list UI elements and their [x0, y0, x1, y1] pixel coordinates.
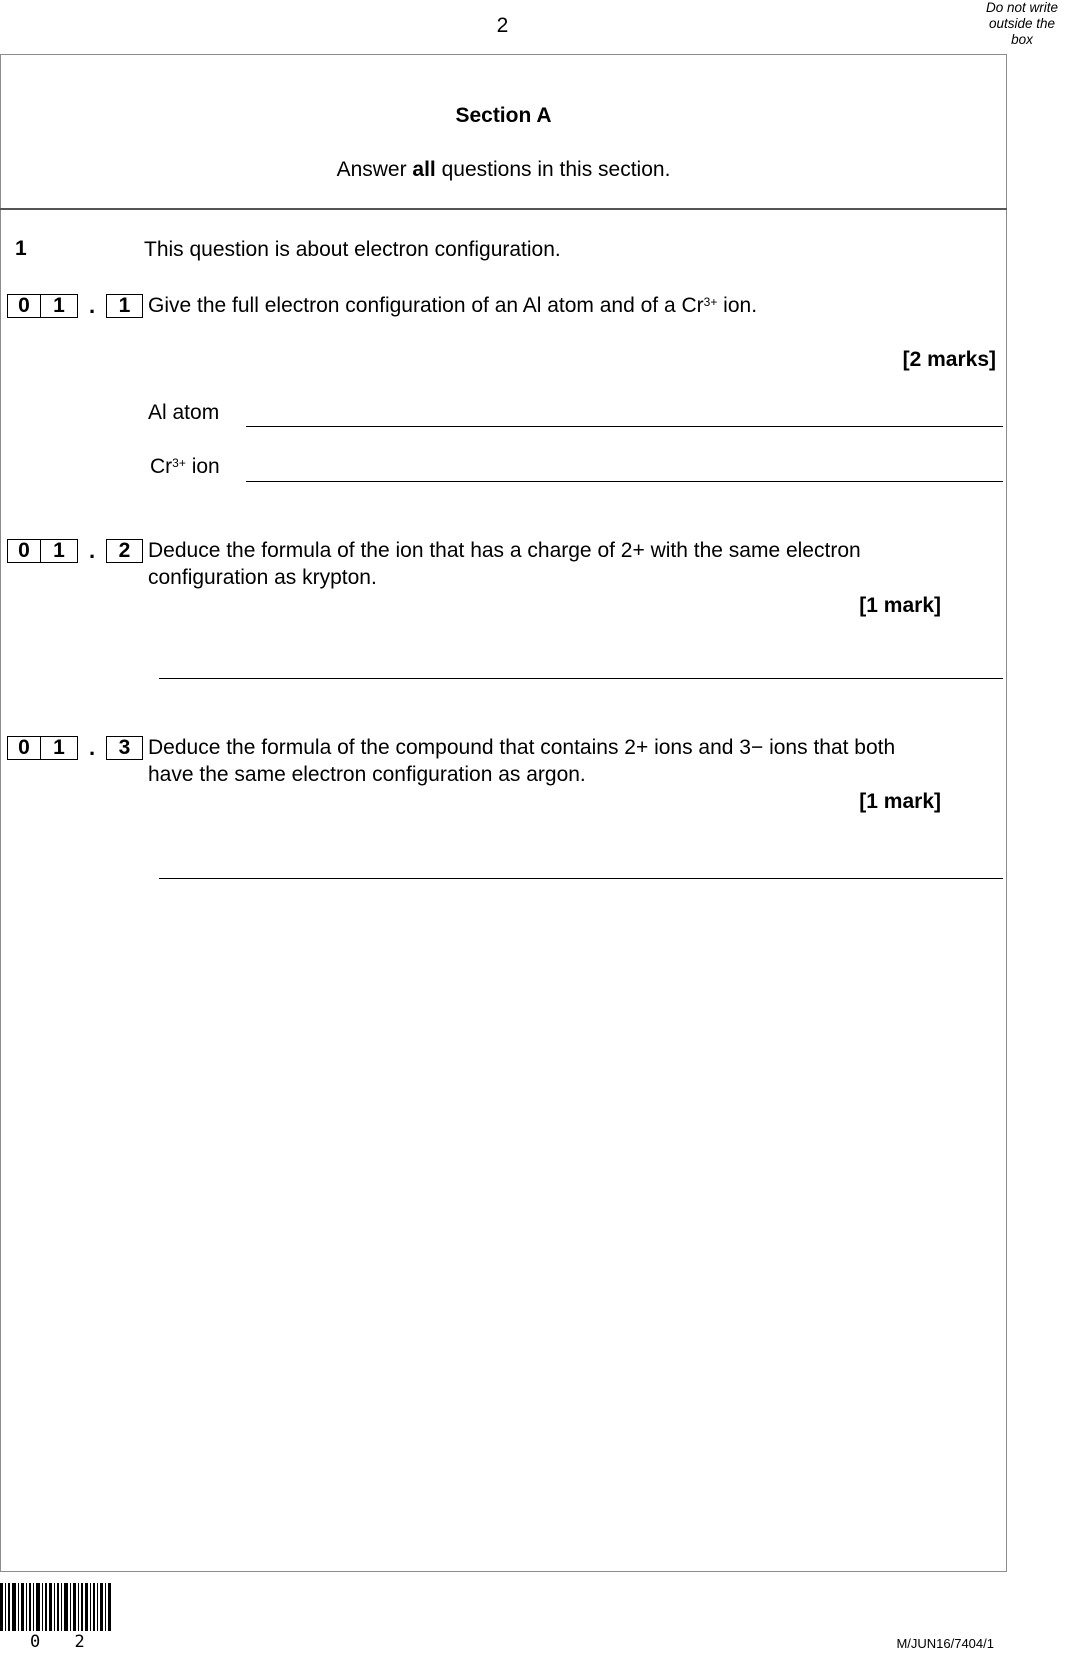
- barcode-icon: [0, 1583, 115, 1635]
- part-number-01-1: [7, 293, 143, 319]
- marks-01-2: [1 mark]: [859, 594, 941, 617]
- page-number: 2: [496, 14, 509, 37]
- section-divider: [0, 208, 1007, 210]
- separator-dot: .: [88, 293, 96, 318]
- answer-label-cr-ion: $Cr^{3+}$ ion: [150, 455, 220, 478]
- section-title: Section A: [455, 104, 552, 127]
- part-number-01-3: [7, 735, 143, 761]
- barcode-digits: 0 2: [30, 1632, 97, 1652]
- question-number: 1: [15, 237, 27, 260]
- digit-box: 0: [7, 539, 41, 563]
- digit-box: 1: [41, 294, 78, 318]
- question-intro: This question is about electron configuration.: [144, 238, 561, 261]
- section-instruction: Answer all questions in this section.: [336, 158, 671, 181]
- digit-box: 1: [41, 736, 78, 760]
- answer-line-01-3[interactable]: [159, 878, 1003, 879]
- question-text-01-2-line2: configuration as krypton.: [148, 566, 377, 589]
- digit-box: 0: [7, 294, 41, 318]
- answer-frame: [0, 54, 1007, 1572]
- separator-dot: .: [88, 538, 96, 563]
- digit-box: 2: [106, 539, 143, 563]
- question-text-01-1: Give the full electron configuration of an Al atom and of a $Cr^{3+}$ ion.: [148, 294, 758, 317]
- digit-box: 1: [41, 539, 78, 563]
- part-number-01-2: [7, 538, 143, 564]
- answer-label-al-atom: Al atom: [148, 401, 220, 424]
- answer-line-al-atom[interactable]: [246, 426, 1003, 427]
- digit-box: 3: [106, 736, 143, 760]
- answer-line-cr-ion[interactable]: [246, 481, 1003, 482]
- question-text-01-3-line1: Deduce the formula of the compound that contains 2+ ions and 3− ions that both: [148, 736, 896, 759]
- digit-box: 1: [106, 294, 143, 318]
- marks-01-1: [2 marks]: [902, 348, 996, 371]
- margin-note: Do not write outside the box: [985, 0, 1059, 47]
- marks-01-3: [1 mark]: [859, 790, 941, 813]
- paper-code: M/JUN16/7404/1: [896, 1636, 994, 1651]
- question-text-01-2-line1: Deduce the formula of the ion that has a charge of 2+ with the same electron: [148, 539, 861, 562]
- question-text-01-3-line2: have the same electron configuration as argon.: [148, 763, 586, 786]
- separator-dot: .: [88, 735, 96, 760]
- digit-box: 0: [7, 736, 41, 760]
- answer-line-01-2[interactable]: [159, 678, 1003, 679]
